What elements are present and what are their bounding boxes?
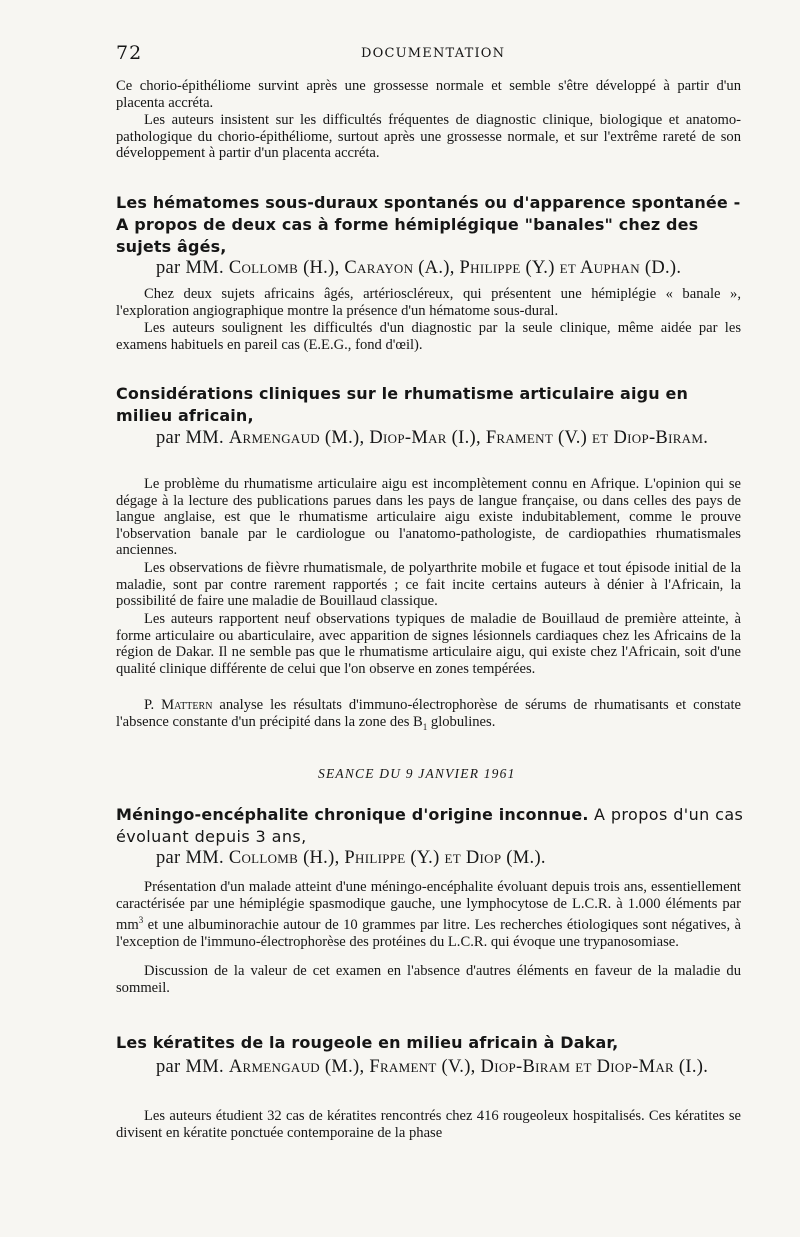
subscript: 1 xyxy=(422,721,428,732)
paragraph-text: Présentation d'un malade atteint d'une méningo-encéphalite évoluant depuis trois ans, essentiellement caractérisée par une hémiplégie spasmodique gauche, une lymphocytose de L.C.R. à 1.000 éléments par mm xyxy=(116,879,741,934)
intro-paragraph: Ce chorio-épithéliome survint après une grossesse normale et semble s'être développé à partir d'un placenta accréta. xyxy=(116,78,741,111)
article-paragraph: Les auteurs soulignent les difficultés d'un diagnostic par la seule clinique, même aidée par les examens habituels en pareil cas (E.E.G., fond d'œil). xyxy=(116,320,741,353)
intro-paragraph: Les auteurs insistent sur les difficultés fréquentes de diagnostic clinique, biologique et anatomo-pathologique du chorio-épithéliome, surtout après une grossesse normale, et sur l'extrême rareté de son développement à partir d'un placenta accréta. xyxy=(116,112,741,162)
article-paragraph xyxy=(116,697,741,735)
paragraph-text: globulines. xyxy=(427,713,496,730)
authors-prefix: par MM. xyxy=(156,258,224,278)
author-name: P. Mattern xyxy=(144,697,213,713)
session-heading: SEANCE DU 9 JANVIER 1961 xyxy=(318,766,516,781)
authors-names: Collomb (H.), Philippe (Y.) et Diop (M.). xyxy=(228,848,546,868)
authors-names: Armengaud (M.), Diop-Mar (I.), Frament (V.) et Diop-Biram. xyxy=(228,428,709,448)
title-bold: Méningo-encéphalite chronique d'origine inconnue. xyxy=(116,805,589,824)
article-title xyxy=(116,804,746,848)
article-title: Les hématomes sous-duraux spontanés ou d'apparence spontanée - A propos de deux cas à forme hémiplégique "banales" chez des sujets âgés, xyxy=(116,193,741,256)
paragraph-text: analyse les résultats d'immuno-électrophorèse de sérums de rhumatisants et constate l'absence constante d'un précipité dans la zone des B xyxy=(116,697,741,730)
article-authors xyxy=(156,258,756,279)
paragraph-text: et une albuminorachie autour de 10 grammes par litre. Les recherches étiologiques sont négatives, à l'exception de l'immuno-électrophorèse des protéines du L.C.R. qui évoque une trypanosomiase. xyxy=(116,917,741,950)
article-paragraph: Les auteurs étudient 32 cas de kératites rencontrés chez 416 rougeoleux hospitalisés. Ces kératites se divisent en kératite ponctuée contemporaine de la phase xyxy=(116,1108,741,1141)
authors-names: Collomb (H.), Carayon (A.), Philippe (Y.) et Auphan (D.). xyxy=(228,258,682,278)
authors-prefix: par MM. xyxy=(156,428,224,448)
page-header xyxy=(116,42,746,66)
article-paragraph: Chez deux sujets africains âgés, artérioscléreux, qui présentent une hémiplégie « banale », l'exploration angiographique montre la présence d'un hématome sous-dural. xyxy=(116,286,741,319)
article-paragraph: Discussion de la valeur de cet examen en l'absence d'autres éléments en faveur de la maladie du sommeil. xyxy=(116,963,741,996)
running-head: DOCUMENTATION xyxy=(361,46,506,61)
article-paragraph xyxy=(116,879,741,950)
article-paragraph: Le problème du rhumatisme articulaire aigu est incomplètement connu en Afrique. L'opinion qui se dégage à la lecture des publications parues dans les pays de langue française, ou dans celles des pays de langue anglaise, est que le rhumatisme articulaire aigu existe indubitablement, comme le prouve l'observation banale par le cardiologue ou l'anatomo-pathologiste, de cardiopathies rhumatismales anciennes. xyxy=(116,476,741,559)
authors-prefix: par MM. xyxy=(156,848,224,868)
superscript: 3 xyxy=(138,915,144,926)
article-authors xyxy=(156,848,756,869)
page-number: 72 xyxy=(116,42,143,64)
article-paragraph: Les observations de fièvre rhumatismale, de polyarthrite mobile et fugace et tout épisode initial de la maladie, sont par contre rarement rapportés ; ce fait incite certains auteurs à dénier à l'Africain, la possibilité de faire une maladie de Bouillaud classique. xyxy=(116,560,741,610)
article-title: Les kératites de la rougeole en milieu africain à Dakar, xyxy=(116,1033,619,1052)
article-authors xyxy=(156,428,756,449)
article-authors xyxy=(156,1057,746,1078)
authors-prefix: par MM. xyxy=(156,1057,224,1077)
article-title: Considérations cliniques sur le rhumatisme articulaire aigu en milieu africain, xyxy=(116,384,689,425)
title-rest: A propos d'un cas évoluant depuis 3 ans, xyxy=(116,805,744,846)
article-paragraph: Les auteurs rapportent neuf observations typiques de maladie de Bouillaud de première atteinte, à forme articulaire ou abarticulaire, avec apparition de signes lésionnels cardiaques chez les Africains de la région de Dakar. Il ne semble pas que le rhumatisme articulaire aigu, qui existe chez l'Africain, soit d'une qualité clinique différente de celui que l'on observe en zones tempérées. xyxy=(116,611,741,677)
authors-names: Armengaud (M.), Frament (V.), Diop-Biram et Diop-Mar (I.). xyxy=(228,1057,709,1077)
